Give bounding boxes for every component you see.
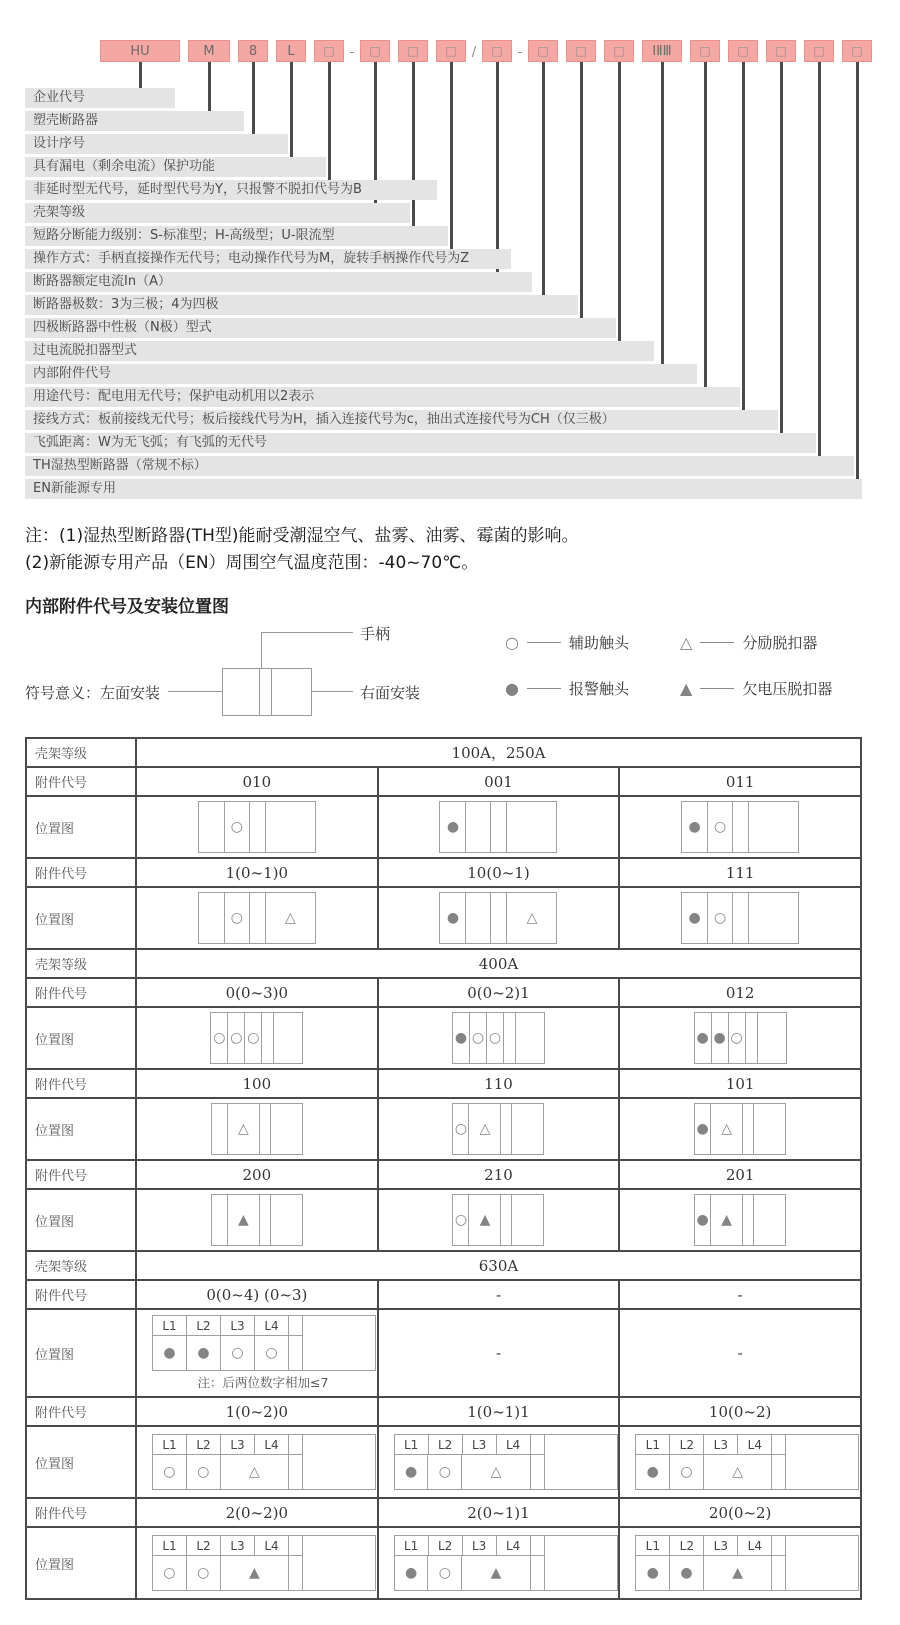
l-symbol: ○ (255, 1336, 289, 1370)
code-value: 2(0~2)0 (136, 1498, 378, 1527)
code-separator: - (349, 44, 355, 60)
l-header: L1 (395, 1435, 429, 1454)
frame-value: 400A (136, 949, 861, 978)
section-title: 内部附件代号及安装位置图 (25, 597, 229, 617)
mount-right-label: 右面安装 (360, 684, 421, 702)
code-box: □ (528, 40, 558, 62)
diagram-cell (378, 1527, 620, 1599)
notes (25, 523, 579, 577)
shunt-release-icon: △ (680, 633, 693, 652)
code-value: 0(0~3)0 (136, 978, 378, 1007)
l-header: L2 (670, 1435, 704, 1454)
code-value: 210 (378, 1160, 620, 1189)
code-box: □ (360, 40, 390, 62)
legend-label: 欠电压脱扣器 (742, 680, 833, 698)
connector-line (139, 62, 142, 88)
code-value: 001 (378, 767, 620, 796)
diagram-cell (378, 1426, 620, 1498)
l-header: L3 (704, 1435, 738, 1454)
code-value: 10(0~2) (619, 1397, 861, 1426)
l-header: L3 (221, 1536, 255, 1555)
frame-row (26, 738, 861, 767)
code-value: 201 (619, 1160, 861, 1189)
l-symbol: △ (221, 1455, 290, 1489)
dash-value: - (619, 1280, 861, 1309)
position-diagram: ○ △ (452, 1103, 544, 1155)
connector-line (252, 62, 255, 134)
l-header: L2 (670, 1536, 704, 1555)
l-header: L4 (497, 1435, 531, 1454)
code-box: M (188, 40, 230, 62)
spec-label-bar: 过电流脱扣器型式 (25, 341, 654, 361)
code-box: □ (728, 40, 758, 62)
spec-label-bar: 断路器极数：3为三极；4为四极 (25, 295, 578, 315)
spec-label-bar: 用途代号：配电用无代号；保护电动机用以2表示 (25, 387, 740, 407)
spec-label-bar: 飞弧距离：W为无飞弧；有飞弧的无代号 (25, 433, 816, 453)
l-header: L1 (636, 1435, 670, 1454)
l-symbol: ○ (221, 1336, 255, 1370)
code-value: 1(0~1)0 (136, 858, 378, 887)
spec-label-bar: 壳架等级 (25, 203, 410, 223)
diagram-cell (378, 796, 620, 858)
dash-value: - (378, 1309, 620, 1397)
position-diagram (152, 1434, 376, 1490)
spec-label-bar: 短路分断能力级别：S-标准型；H-高级型；U-限流型 (25, 226, 448, 246)
undervoltage-release-icon: ▲ (680, 679, 693, 698)
l-header: L3 (463, 1435, 497, 1454)
code-value: 110 (378, 1069, 620, 1098)
mount-left-label: 符号意义：左面安装 (25, 684, 161, 702)
code-box: □ (314, 40, 344, 62)
code-value: 012 (619, 978, 861, 1007)
code-box: □ (482, 40, 512, 62)
code-row-label: 附件代号 (26, 1280, 136, 1309)
legend (0, 620, 900, 732)
diagram-cell (619, 1189, 861, 1251)
code-separator: - (517, 44, 523, 60)
l-symbol: ○ (428, 1455, 462, 1489)
handle-pointer-line (261, 632, 353, 633)
position-diagram: ○ ▲ (452, 1194, 544, 1246)
dash-value: - (619, 1309, 861, 1397)
l-header: L1 (153, 1316, 187, 1335)
spec-label-bar: EN新能源专用 (25, 479, 862, 499)
position-diagram (394, 1434, 618, 1490)
code-value: 200 (136, 1160, 378, 1189)
code-row (26, 1160, 861, 1189)
position-diagram: ● ○ ○ (452, 1012, 545, 1064)
diagram-row (26, 1527, 861, 1599)
spec-label-bar: 四极断路器中性极（N极）型式 (25, 318, 616, 338)
frame-row-label: 壳架等级 (26, 949, 136, 978)
l-header: L1 (395, 1536, 429, 1555)
code-box: □ (804, 40, 834, 62)
code-box: □ (398, 40, 428, 62)
position-diagram: ○ △ (198, 892, 316, 944)
connector-line (704, 62, 707, 387)
connector-line (412, 62, 415, 226)
diagram-row-label: 位置图 (26, 1527, 136, 1599)
code-value: 1(0~2)0 (136, 1397, 378, 1426)
note-line-2: (2)新能源专用产品（EN）周围空气温度范围：-40~70℃。 (25, 553, 479, 573)
diagram-row-label: 位置图 (26, 1007, 136, 1069)
spec-label-bar: TH湿热型断路器（常规不标） (25, 456, 854, 476)
diagram-cell (378, 1007, 620, 1069)
diagram-row (26, 1098, 861, 1160)
diagram-cell (619, 1527, 861, 1599)
code-value: 101 (619, 1069, 861, 1098)
diagram-row (26, 1426, 861, 1498)
connector-line (328, 62, 331, 180)
l-header: L2 (187, 1435, 221, 1454)
legend-line (700, 642, 734, 643)
diagram-cell (619, 1426, 861, 1498)
l-header: L4 (255, 1536, 289, 1555)
diagram-cell (378, 1098, 620, 1160)
l-symbol: ● (153, 1336, 187, 1370)
l-symbol: ○ (153, 1455, 187, 1489)
position-diagram: ● ▲ (694, 1194, 786, 1246)
l-header: L4 (738, 1536, 772, 1555)
code-box: □ (766, 40, 796, 62)
diagram-row-label: 位置图 (26, 1426, 136, 1498)
diagram-row-label: 位置图 (26, 1189, 136, 1251)
l-symbol: ○ (153, 1556, 187, 1590)
connector-line (661, 62, 664, 364)
l-header: L3 (463, 1536, 497, 1555)
position-diagram: ● △ (694, 1103, 786, 1155)
code-row (26, 767, 861, 796)
spec-label-bar: 具有漏电（剩余电流）保护功能 (25, 157, 326, 177)
spec-label-bar: 内部附件代号 (25, 364, 697, 384)
code-box: 8 (238, 40, 268, 62)
frame-value: 100A，250A (136, 738, 861, 767)
legend-item (505, 678, 629, 699)
code-box: □ (436, 40, 466, 62)
code-value: 010 (136, 767, 378, 796)
connector-line (618, 62, 621, 341)
l-header: L4 (255, 1316, 289, 1335)
code-box: □ (842, 40, 872, 62)
code-row-label: 附件代号 (26, 978, 136, 1007)
frame-row (26, 949, 861, 978)
code-row-label: 附件代号 (26, 1069, 136, 1098)
spec-label-bar: 操作方式：手柄直接操作无代号；电动操作代号为M，旋转手柄操作代号为Z (25, 249, 511, 269)
l-symbol: ○ (428, 1556, 462, 1590)
l-symbol: △ (462, 1455, 531, 1489)
l-symbol: ▲ (704, 1556, 773, 1590)
connector-line (742, 62, 745, 410)
diagram-cell (619, 1007, 861, 1069)
legend-line (527, 688, 561, 689)
legend-label: 报警触头 (568, 680, 629, 698)
aux-contact-icon: ○ (505, 633, 519, 652)
l-header: L1 (153, 1435, 187, 1454)
code-row (26, 1498, 861, 1527)
legend-label: 辅助触头 (568, 634, 629, 652)
legend-line (700, 688, 734, 689)
l-symbol: ● (636, 1455, 670, 1489)
l-symbol: ● (670, 1556, 704, 1590)
diagram-row (26, 1189, 861, 1251)
diagram-cell (619, 1098, 861, 1160)
connector-line (208, 62, 211, 111)
position-diagram (152, 1535, 376, 1591)
l-header: L3 (221, 1316, 255, 1335)
l-symbol: ● (395, 1455, 429, 1489)
l-header: L2 (187, 1536, 221, 1555)
breaker-outline (222, 668, 312, 716)
code-value: 100 (136, 1069, 378, 1098)
spec-label-bar: 接线方式：板前接线无代号；板后接线代号为H，插入连接代号为c，抽出式连接代号为CH（仅三极） (25, 410, 778, 430)
connector-line (496, 62, 499, 272)
connector-line (818, 62, 821, 456)
connector-line (450, 62, 453, 249)
breaker-divider (259, 669, 260, 715)
code-row-label: 附件代号 (26, 767, 136, 796)
l-symbol: ▲ (462, 1556, 531, 1590)
frame-row-label: 壳架等级 (26, 738, 136, 767)
code-separator: / (471, 44, 477, 60)
diagram-row (26, 796, 861, 858)
l-header: L2 (187, 1316, 221, 1335)
connector-line (290, 62, 293, 157)
diagram-cell (136, 1007, 378, 1069)
connector-line (856, 62, 859, 479)
l-header: L3 (704, 1536, 738, 1555)
position-diagram (635, 1434, 859, 1490)
position-diagram: △ (211, 1103, 303, 1155)
l-header: L4 (738, 1435, 772, 1454)
position-diagram: ○ ○ ○ (210, 1012, 303, 1064)
diagram-cell (136, 1426, 378, 1498)
connector-line (580, 62, 583, 318)
handle-pointer-line (261, 632, 262, 668)
code-value: 10(0~1) (378, 858, 620, 887)
l-symbol: ○ (187, 1556, 221, 1590)
l-symbol: ● (636, 1556, 670, 1590)
code-row-label: 附件代号 (26, 1397, 136, 1426)
legend-line (527, 642, 561, 643)
diagram-cell (136, 1309, 378, 1397)
diagram-cell (136, 1189, 378, 1251)
position-diagram: ● ○ (681, 801, 799, 853)
code-row (26, 978, 861, 1007)
l-symbol: ▲ (221, 1556, 290, 1590)
l-header: L1 (636, 1536, 670, 1555)
diagram-row-label: 位置图 (26, 1309, 136, 1397)
frame-value: 630A (136, 1251, 861, 1280)
diagram-row-label: 位置图 (26, 1098, 136, 1160)
code-value: 1(0~1)1 (378, 1397, 620, 1426)
spec-label-bar: 非延时型无代号，延时型代号为Y，只报警不脱扣代号为B (25, 180, 437, 200)
position-diagram: ▲ (211, 1194, 303, 1246)
position-diagram: ● ● ○ (694, 1012, 787, 1064)
diagram-cell (136, 796, 378, 858)
l-symbol: ● (395, 1556, 429, 1590)
legend-item (505, 632, 629, 653)
code-row (26, 1397, 861, 1426)
code-row (26, 1280, 861, 1309)
diagram-cell (378, 887, 620, 949)
legend-label: 分励脱扣器 (742, 634, 818, 652)
position-diagram: ● ○ (681, 892, 799, 944)
diagram-cell (136, 887, 378, 949)
l-symbol: ○ (187, 1455, 221, 1489)
position-diagram (394, 1535, 618, 1591)
diagram-cell (619, 796, 861, 858)
diagram-cell (136, 1527, 378, 1599)
code-box: □ (690, 40, 720, 62)
spec-label-bar: 设计序号 (25, 134, 288, 154)
frame-row-label: 壳架等级 (26, 1251, 136, 1280)
code-box: L (276, 40, 306, 62)
diagram-row (26, 887, 861, 949)
mount-right-line (311, 691, 353, 692)
diagram-note: 注：后两位数字相加≤7 (197, 1375, 329, 1390)
diagram-row-label: 位置图 (26, 887, 136, 949)
position-diagram: ○ (198, 801, 316, 853)
position-diagram (152, 1315, 376, 1391)
code-row-label: 附件代号 (26, 858, 136, 887)
diagram-cell (136, 1098, 378, 1160)
code-row-label: 附件代号 (26, 1498, 136, 1527)
diagram-cell (378, 1189, 620, 1251)
code-value: 20(0~2) (619, 1498, 861, 1527)
spec-label-bar: 断路器额定电流In（A） (25, 272, 532, 292)
diagram-row (26, 1309, 861, 1397)
diagram-row-label: 位置图 (26, 796, 136, 858)
handle-label: 手柄 (360, 625, 391, 643)
position-diagram (635, 1535, 859, 1591)
code-value: 0(0~2)1 (378, 978, 620, 1007)
code-row-label: 附件代号 (26, 1160, 136, 1189)
model-code-ladder (0, 0, 900, 515)
diagram-row (26, 1007, 861, 1069)
code-box: □ (604, 40, 634, 62)
spec-label-bar: 企业代号 (25, 88, 175, 108)
position-diagram: ● (439, 801, 557, 853)
alarm-contact-icon: ● (505, 679, 519, 698)
breaker-divider (271, 669, 272, 715)
code-box: ⅠⅡⅢ (642, 40, 682, 62)
l-header: L1 (153, 1536, 187, 1555)
code-row (26, 858, 861, 887)
l-header: L2 (429, 1536, 463, 1555)
l-symbol: ● (187, 1336, 221, 1370)
l-symbol: △ (704, 1455, 773, 1489)
l-symbol: ○ (670, 1455, 704, 1489)
frame-row (26, 1251, 861, 1280)
connector-line (780, 62, 783, 433)
legend-item (680, 632, 817, 653)
code-row (26, 1069, 861, 1098)
accessory-table (25, 737, 862, 1600)
l-header: L4 (255, 1435, 289, 1454)
code-box: □ (566, 40, 596, 62)
code-box: HU (100, 40, 180, 62)
note-line-1: 注：(1)湿热型断路器(TH型)能耐受潮湿空气、盐雾、油雾、霉菌的影响。 (25, 526, 579, 546)
dash-value: - (378, 1280, 620, 1309)
l-header: L2 (429, 1435, 463, 1454)
code-value: 011 (619, 767, 861, 796)
mount-left-line (168, 691, 222, 692)
spec-label-bar: 塑壳断路器 (25, 111, 244, 131)
position-diagram: ● △ (439, 892, 557, 944)
legend-item (680, 678, 832, 699)
l-header: L3 (221, 1435, 255, 1454)
l-header: L4 (497, 1536, 531, 1555)
diagram-cell (619, 887, 861, 949)
connector-line (542, 62, 545, 295)
code-value: 111 (619, 858, 861, 887)
code-value: 0(0~4) (0~3) (136, 1280, 378, 1309)
code-value: 2(0~1)1 (378, 1498, 620, 1527)
